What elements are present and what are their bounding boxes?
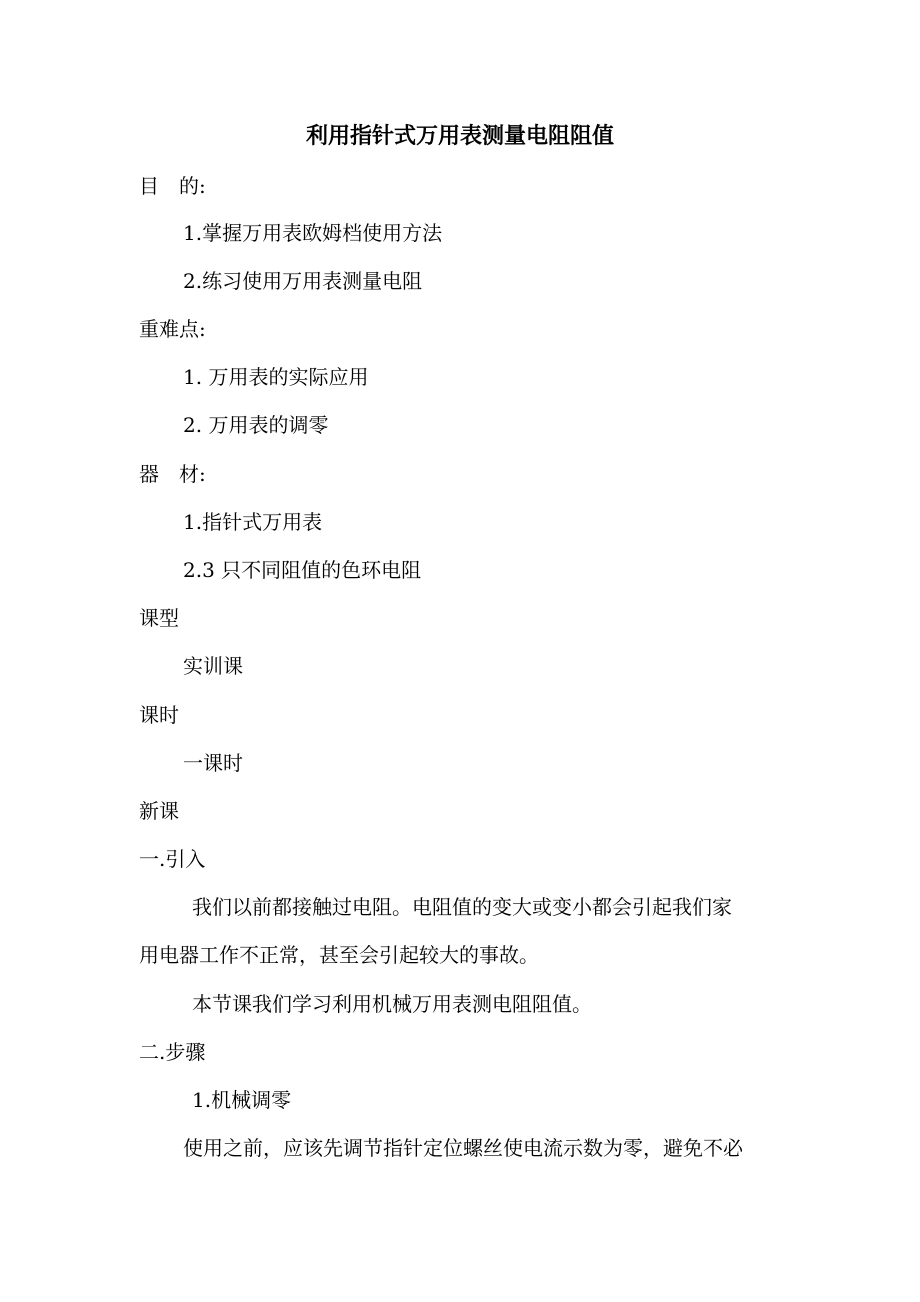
paragraph-introduction-line-2: 用电器工作不正常，甚至会引起较大的事故。	[139, 943, 539, 967]
key-point-item-1: 1. 万用表的实际应用	[183, 365, 369, 389]
paragraph-step-1-line-1: 使用之前，应该先调节指针定位螺丝使电流示数为零，避免不必	[183, 1136, 743, 1160]
section-heading-lesson-type: 课型	[139, 606, 179, 630]
section-heading-key-points: 重难点:	[139, 317, 206, 341]
document-title: 利用指针式万用表测量电阻阻值	[305, 123, 614, 149]
section-heading-new-lesson: 新课	[139, 799, 179, 823]
section-heading-lesson-hours: 课时	[139, 703, 179, 727]
lesson-type-value: 实训课	[183, 654, 243, 678]
paragraph-introduction-line-1: 我们以前都接触过电阻。电阻值的变大或变小都会引起我们家	[192, 895, 732, 919]
paragraph-lesson-goal: 本节课我们学习利用机械万用表测电阻阻值。	[192, 992, 592, 1016]
equipment-item-2: 2.3 只不同阻值的色环电阻	[183, 558, 422, 582]
purpose-item-2: 2.练习使用万用表测量电阻	[183, 269, 423, 293]
section-heading-equipment: 器 材:	[139, 462, 206, 486]
lesson-hours-value: 一课时	[183, 751, 243, 775]
subsection-heading-steps: 二.步骤	[139, 1040, 206, 1064]
key-point-item-2: 2. 万用表的调零	[183, 413, 329, 437]
equipment-item-1: 1.指针式万用表	[183, 510, 323, 534]
section-heading-purpose: 目 的:	[139, 174, 206, 198]
step-heading-mechanical-zero: 1.机械调零	[192, 1088, 292, 1112]
purpose-item-1: 1.掌握万用表欧姆档使用方法	[183, 221, 443, 245]
subsection-heading-introduction: 一.引入	[139, 847, 206, 871]
